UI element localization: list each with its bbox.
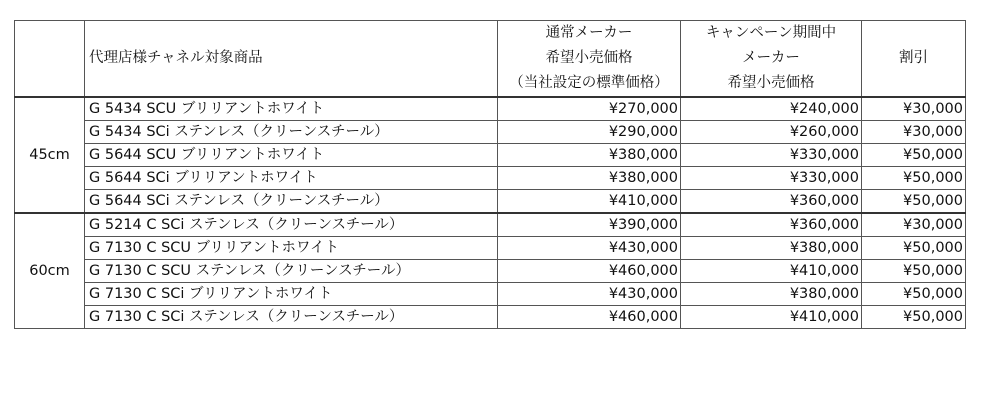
header-campaign-price-line: キャンペーン期間中 <box>705 25 837 41</box>
product-name-cell: G 5644 SCi ブリリアントホワイト <box>85 167 498 190</box>
product-name-cell: G 5434 SCU ブリリアントホワイト <box>85 97 498 121</box>
regular-price-cell: ¥380,000 <box>498 144 681 167</box>
table-row <box>15 306 966 329</box>
regular-price-cell: ¥390,000 <box>498 213 681 237</box>
discount-cell: ¥30,000 <box>862 213 966 237</box>
size-group-label: 45cm <box>15 97 85 213</box>
header-campaign-price <box>681 21 862 98</box>
header-product: 代理店様チャネル対象商品 <box>85 21 498 98</box>
product-name-cell: G 5214 C SCi ステンレス（クリーンスチール） <box>85 213 498 237</box>
regular-price-cell: ¥460,000 <box>498 306 681 329</box>
discount-cell: ¥50,000 <box>862 167 966 190</box>
regular-price-cell: ¥430,000 <box>498 237 681 260</box>
price-table <box>14 20 966 329</box>
table-body <box>15 21 966 329</box>
regular-price-cell: ¥290,000 <box>498 121 681 144</box>
campaign-price-cell: ¥380,000 <box>681 237 862 260</box>
table-row <box>15 237 966 260</box>
table-row <box>15 283 966 306</box>
campaign-price-cell: ¥330,000 <box>681 144 862 167</box>
regular-price-cell: ¥460,000 <box>498 260 681 283</box>
table-row <box>15 167 966 190</box>
campaign-price-cell: ¥380,000 <box>681 283 862 306</box>
product-name-cell: G 7130 C SCU ブリリアントホワイト <box>85 237 498 260</box>
discount-cell: ¥30,000 <box>862 97 966 121</box>
product-name-cell: G 5644 SCU ブリリアントホワイト <box>85 144 498 167</box>
header-campaign-price-line: 希望小売価格 <box>727 75 815 91</box>
header-discount: 割引 <box>862 21 966 98</box>
campaign-price-cell: ¥240,000 <box>681 97 862 121</box>
header-campaign-price-line: メーカー <box>742 50 800 66</box>
header-regular-price-line: （当社設定の標準価格） <box>509 75 669 91</box>
discount-cell: ¥50,000 <box>862 283 966 306</box>
campaign-price-cell: ¥360,000 <box>681 213 862 237</box>
table-row <box>15 144 966 167</box>
discount-cell: ¥30,000 <box>862 121 966 144</box>
table-row <box>15 190 966 214</box>
regular-price-cell: ¥270,000 <box>498 97 681 121</box>
campaign-price-cell: ¥410,000 <box>681 260 862 283</box>
campaign-price-cell: ¥330,000 <box>681 167 862 190</box>
product-name-cell: G 7130 C SCi ブリリアントホワイト <box>85 283 498 306</box>
discount-cell: ¥50,000 <box>862 260 966 283</box>
discount-cell: ¥50,000 <box>862 190 966 214</box>
product-name-cell: G 7130 C SCU ステンレス（クリーンスチール） <box>85 260 498 283</box>
discount-cell: ¥50,000 <box>862 306 966 329</box>
campaign-price-cell: ¥410,000 <box>681 306 862 329</box>
size-group-label: 60cm <box>15 213 85 329</box>
campaign-price-cell: ¥260,000 <box>681 121 862 144</box>
table-row <box>15 213 966 237</box>
table-row <box>15 260 966 283</box>
discount-cell: ¥50,000 <box>862 237 966 260</box>
discount-cell: ¥50,000 <box>862 144 966 167</box>
table-row <box>15 97 966 121</box>
header-regular-price-line: 希望小売価格 <box>545 50 633 66</box>
regular-price-cell: ¥410,000 <box>498 190 681 214</box>
campaign-price-cell: ¥360,000 <box>681 190 862 214</box>
header-regular-price <box>498 21 681 98</box>
regular-price-cell: ¥380,000 <box>498 167 681 190</box>
header-row <box>15 21 966 98</box>
product-name-cell: G 5434 SCi ステンレス（クリーンスチール） <box>85 121 498 144</box>
header-regular-price-line: 通常メーカー <box>545 25 633 41</box>
table-row <box>15 121 966 144</box>
product-name-cell: G 5644 SCi ステンレス（クリーンスチール） <box>85 190 498 214</box>
header-corner-cell <box>15 21 85 98</box>
regular-price-cell: ¥430,000 <box>498 283 681 306</box>
product-name-cell: G 7130 C SCi ステンレス（クリーンスチール） <box>85 306 498 329</box>
